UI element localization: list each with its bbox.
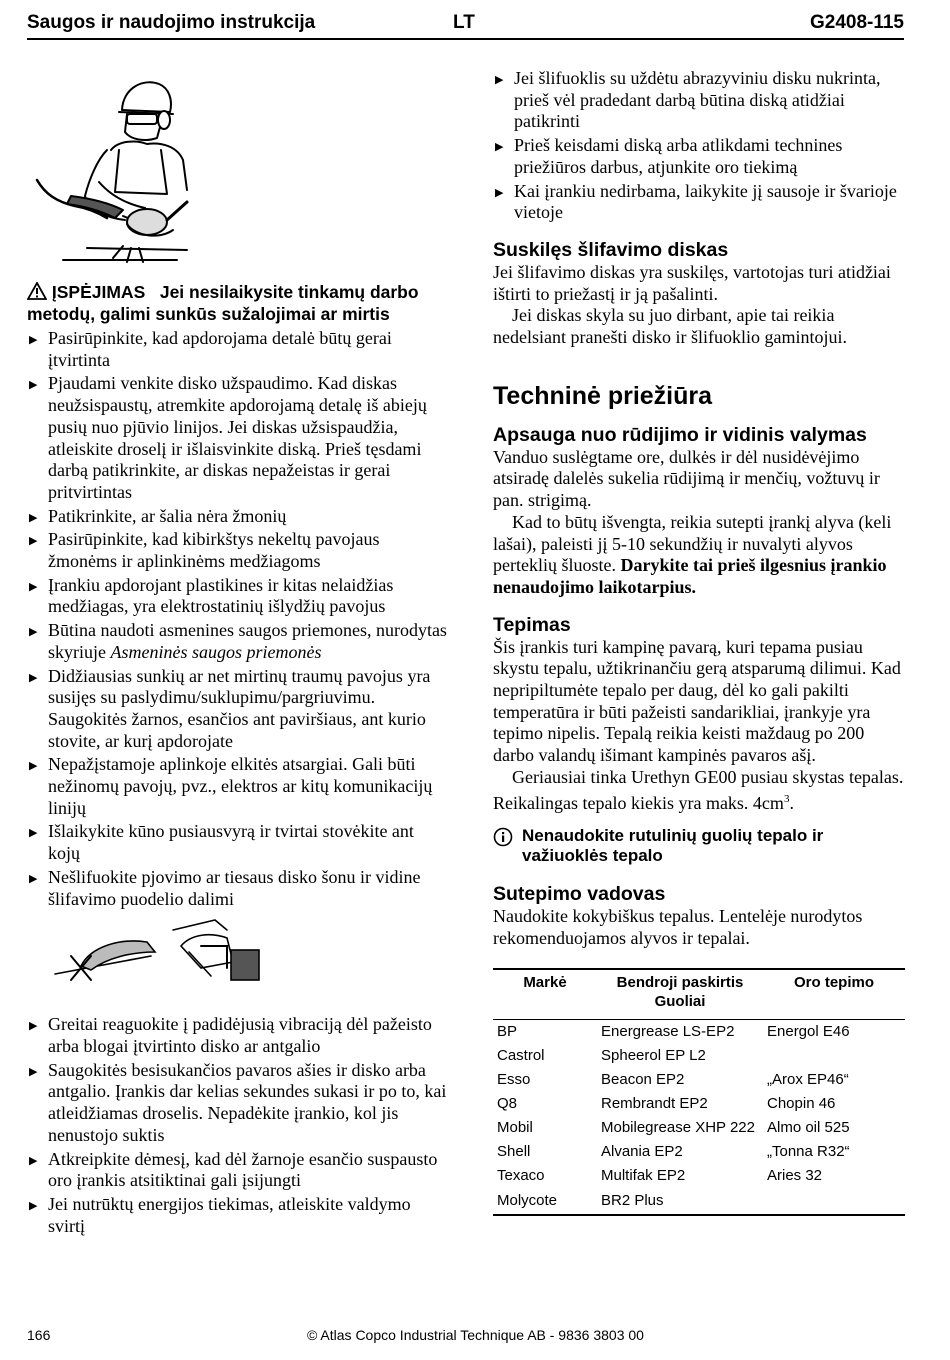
lubrication-note-text: Nenaudokite rutulinių guolių tepalo ir važiuoklės tepalo: [522, 826, 824, 866]
lubrication-p2-sup: 3: [783, 792, 790, 805]
lubrication-p1: Šis įrankis turi kampinę pavarą, kuri tepama pusiau skystu tepalu, užtikrinančiu gerą atsparumą dilimui. Kad nepripiltumėte tepalo per daug, dėl ko gali pakilti temperatūra ir būti pažeisti sandarikliai, įrankyje yra tepimo nipelis. Tepalą reikia keisti maždaug po 200 darbo valandų išimant kampinės pavaros ašį.: [493, 636, 901, 766]
list-item-ppe: [27, 620, 447, 663]
table-cell: BR2 Plus: [597, 1188, 763, 1215]
table-cell: Molycote: [493, 1188, 597, 1215]
table-cell: Alvania EP2: [601, 1142, 683, 1160]
table-row: [493, 1188, 905, 1215]
list-item: ▶ Didžiausias sunkių ar net mirtinų traumų pavojus yra susijęs su paslydimu/suklupimu/pargriuvimu. Saugokitės žarnos, esančios ant paviršiaus, ant kurio stovite, ar kurį apdorojate: [27, 666, 447, 753]
cracked-disk-heading: Suskilęs šlifavimo diskas: [493, 238, 729, 261]
table-row: [493, 1068, 905, 1092]
list-item: ▶ Kai įrankiu nedirbama, laikykite jį sausoje ir švarioje vietoje: [493, 181, 905, 224]
table-cell: „Tonna R32“: [767, 1142, 850, 1160]
warning-triangle-icon: [27, 282, 47, 300]
list-item: ▶ Įrankiu apdorojant plastikines ir kitas nelaidžias medžiagas, yra elektrostatinių išlydžių pavojus: [27, 575, 447, 618]
table-cell: Mobil: [497, 1118, 533, 1136]
table-header: Markė: [493, 969, 597, 1020]
lubrication-p2-end: .: [789, 792, 794, 813]
table-cell: Rembrandt EP2: [601, 1094, 708, 1112]
ppe-ref: Asmeninės saugos priemonės: [110, 641, 322, 662]
table-cell: Energol E46: [767, 1022, 850, 1040]
table-cell: [763, 1044, 905, 1068]
list-item: ▶ Saugokitės besisukančios pavaros ašies ir disko arba antgalio. Įrankis dar kelias sekundes sukasi ir po to, kai atleidžiamas droselis. Nepadėkite įrankio, kol jis nenustojo suktis: [27, 1060, 447, 1147]
table-cell: Energrease LS-EP2: [601, 1022, 735, 1040]
list-item: ▶ Jei šlifuoklis su uždėtu abrazyviniu disku nukrinta, prieš vėl pradedant darbą būtina diską atidžiai patikrinti: [493, 68, 905, 133]
rust-p2-bold: Darykite tai prieš ilgesnius įrankio nenaudojimo laikotarpius.: [493, 555, 887, 597]
copyright: © Atlas Copco Industrial Technique AB - 9836 3803 00: [307, 1327, 644, 1343]
lubrication-p2-text: Geriausiai tinka Urethyn GE00 pusiau skystas tepalas. Reikalingas tepalo kiekis yra maks. 4cm: [493, 766, 904, 813]
lubrication-heading: Tepimas: [493, 613, 571, 636]
page-number: 166: [27, 1327, 51, 1343]
page-header: [27, 12, 904, 40]
table-row: [493, 1019, 905, 1044]
warning-block: [27, 281, 447, 325]
safety-list-2: [27, 1014, 447, 1237]
lubrication-p2: [493, 767, 905, 814]
table-cell: Chopin 46: [767, 1094, 836, 1112]
disk-side-usage-illustration: [51, 916, 291, 986]
table-row: [493, 1092, 905, 1116]
list-item: ▶ Pjaudami venkite disko užspaudimo. Kad diskas neužsispaustų, atremkite apdorojamą detalę iš abiejų pusių nuo pjūvio linijos. Jei diskas užsispaudžia, atleiskite droselį ir išlaisvinkite diską. Prieš tęsdami darbą patikrinkite, ar diskas nepažeistas ir gerai pritvirtintas: [27, 373, 447, 503]
warning-text: Jei nesilaikysite tinkamų darbo metodų, galimi sunkūs sužalojimai ar mirtis: [27, 282, 419, 324]
table-cell: Shell: [497, 1142, 531, 1160]
list-item: ▶ Nepažįstamoje aplinkoje elkitės atsargiai. Gali būti nežinomų pavojų, pvz., elektros ar kitų komunikacijų linijų: [27, 754, 447, 819]
list-item: ▶ Prieš keisdami diską arba atlikdami technines priežiūros darbus, atjunkite oro tiekimą: [493, 135, 905, 178]
header-title: Saugos ir naudojimo instrukcija: [27, 12, 316, 33]
table-row: [493, 1140, 905, 1164]
rust-p1: Vanduo suslėgtame ore, dulkės ir dėl nusidėvėjimo atsiradę dalelės sukelia rūdijimą ir menčių, vožtuvų ir pan. strigimą.: [493, 446, 880, 511]
header-language: LT: [453, 12, 475, 33]
table-row: [493, 1044, 905, 1068]
warning-label: ĮSPĖJIMAS: [51, 282, 146, 302]
guide-heading: Sutepimo vadovas: [493, 883, 666, 906]
worker-grinding-illustration: [27, 70, 217, 265]
table-header: Bendroji paskirtis Guoliai: [597, 969, 763, 1020]
table-cell: Q8: [497, 1094, 518, 1112]
table-cell: [763, 1188, 905, 1215]
table-cell: BP: [497, 1022, 518, 1040]
table-header-row: [493, 969, 905, 1020]
list-item: ▶ Pasirūpinkite, kad apdorojama detalė būtų gerai įtvirtinta: [27, 328, 447, 371]
list-item: ▶ Pasirūpinkite, kad kibirkštys nekeltų pavojaus žmonėms ir aplinkinėms medžiagoms: [27, 529, 447, 572]
list-item: ▶ Nešlifuokite pjovimo ar tiesaus disko šonu ir vidine šlifavimo puodelio dalimi: [27, 867, 447, 910]
table-cell: Almo oil 525: [767, 1118, 850, 1136]
table-header: Oro tepimo: [763, 969, 905, 1020]
lubricant-table: [493, 968, 905, 1216]
right-safety-list: [493, 68, 905, 224]
list-item: ▶ Jei nutrūktų energijos tiekimas, atleiskite valdymo svirtį: [27, 1194, 447, 1237]
guide-p1: Naudokite kokybiškus tepalus. Lentelėje nurodytos rekomenduojamos alyvos ir tepalai.: [493, 906, 863, 948]
table-row: [493, 1164, 905, 1188]
lubrication-note: [493, 826, 905, 866]
rust-heading: Apsauga nuo rūdijimo ir vidinis valymas: [493, 423, 867, 446]
right-column: [493, 68, 905, 1216]
list-item: ▶ Atkreipkite dėmesį, kad dėl žarnoje esančio suspausto oro įrankis atsitiktinai gali įsijungti: [27, 1149, 447, 1192]
list-item: ▶ Patikrinkite, ar šalia nėra žmonių: [27, 506, 447, 528]
left-column: [27, 70, 447, 1239]
maintenance-heading: Techninė priežiūra: [493, 381, 713, 410]
safety-list: [27, 328, 447, 910]
table-cell: Spheerol EP L2: [601, 1046, 706, 1064]
header-doc-code: G2408-115: [809, 12, 904, 33]
table-cell: Multifak EP2: [601, 1166, 686, 1184]
ppe-text: Būtina naudoti asmenines saugos priemones, nurodytas skyriuje: [48, 620, 447, 662]
table-cell: Beacon EP2: [601, 1070, 685, 1088]
table-cell: „Arox EP46“: [767, 1070, 849, 1088]
table-cell: Aries 32: [767, 1166, 823, 1184]
cracked-disk-p2: Jei diskas skyla su juo dirbant, apie tai reikia nedelsiant pranešti disko ir šlifuoklio gamintojui.: [493, 305, 847, 348]
table-cell: Castrol: [497, 1046, 545, 1064]
table-cell: Esso: [497, 1070, 531, 1088]
rust-p2: [493, 512, 905, 599]
list-item: ▶ Greitai reaguokite į padidėjusią vibraciją dėl pažeisto arba blogai įtvirtinto disko ar antgalio: [27, 1014, 447, 1057]
table-cell: Texaco: [497, 1166, 545, 1184]
table-row: [493, 1116, 905, 1140]
list-item: ▶ Išlaikykite kūno pusiausvyrą ir tvirtai stovėkite ant kojų: [27, 821, 447, 864]
info-icon: [493, 827, 513, 847]
table-cell: Mobilegrease XHP 222: [601, 1118, 755, 1136]
rust-p2-text: Kad to būtų išvengta, reikia sutepti įrankį alyva (keli lašai), paleisti jį 5-10 sekundžių ir nuvalyti alyvos perteklių šluoste.: [493, 511, 892, 576]
cracked-disk-p1: Jei šlifavimo diskas yra suskilęs, vartotojas turi atidžiai ištirti to priežastį ir ją pašalinti.: [493, 261, 891, 304]
